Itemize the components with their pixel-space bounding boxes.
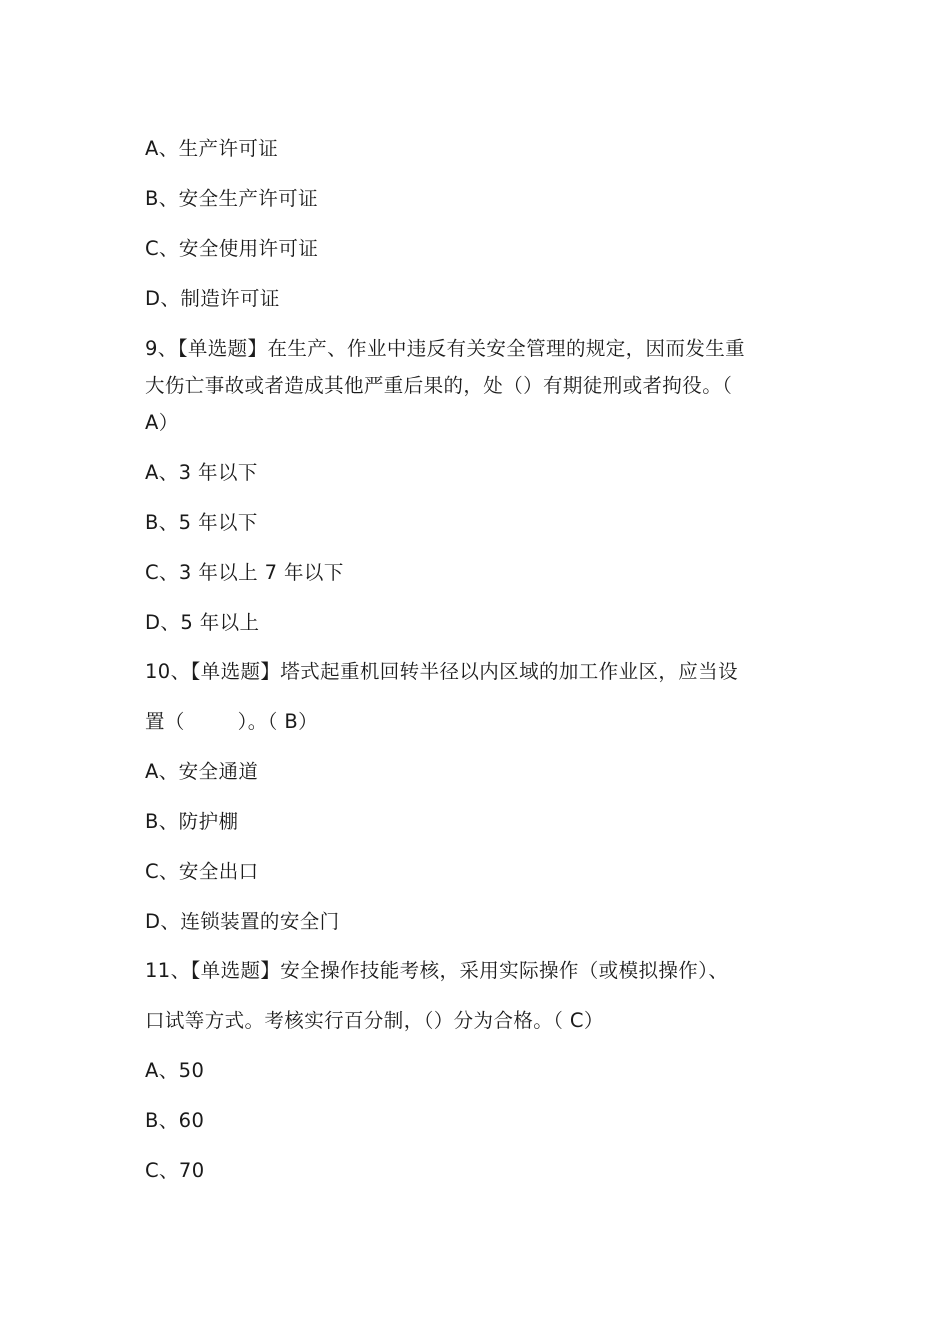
q9-option-c: C、3 年以上 7 年以下 bbox=[145, 561, 344, 584]
q11-option-b: B、60 bbox=[145, 1109, 205, 1132]
q10-option-b: B、防护棚 bbox=[145, 810, 239, 833]
q9-option-b: B、5 年以下 bbox=[145, 511, 258, 534]
q9-stem-line-2: 大伤亡事故或者造成其他严重后果的，处（）有期徒刑或者拘役。（ bbox=[145, 374, 733, 397]
q11-option-c: C、70 bbox=[145, 1159, 205, 1182]
q11-stem-line-1: 11、【单选题】安全操作技能考核，采用实际操作（或模拟操作）、 bbox=[145, 959, 729, 982]
q9-stem-line-1: 9、【单选题】在生产、作业中违反有关安全管理的规定，因而发生重 bbox=[145, 337, 746, 360]
q9-option-a: A、3 年以下 bbox=[145, 461, 258, 484]
q8-option-c: C、安全使用许可证 bbox=[145, 237, 319, 260]
q9-stem-line-3: A） bbox=[145, 411, 179, 434]
q8-option-a: A、生产许可证 bbox=[145, 137, 279, 160]
q10-option-c: C、安全出口 bbox=[145, 860, 259, 883]
q8-option-b: B、安全生产许可证 bbox=[145, 187, 318, 210]
q11-stem-line-2: 口试等方式。考核实行百分制，（）分为合格。（ C） bbox=[145, 1009, 604, 1032]
q10-stem-line-2: 置（ ）。（ B） bbox=[145, 710, 319, 733]
q10-stem-line-1: 10、【单选题】塔式起重机回转半径以内区域的加工作业区，应当设 bbox=[145, 660, 738, 683]
q11-option-a: A、50 bbox=[145, 1059, 205, 1082]
q9-option-d: D、5 年以上 bbox=[145, 611, 260, 634]
q10-option-a: A、安全通道 bbox=[145, 760, 259, 783]
q10-option-d: D、连锁装置的安全门 bbox=[145, 910, 340, 933]
q8-option-d: D、制造许可证 bbox=[145, 287, 280, 310]
